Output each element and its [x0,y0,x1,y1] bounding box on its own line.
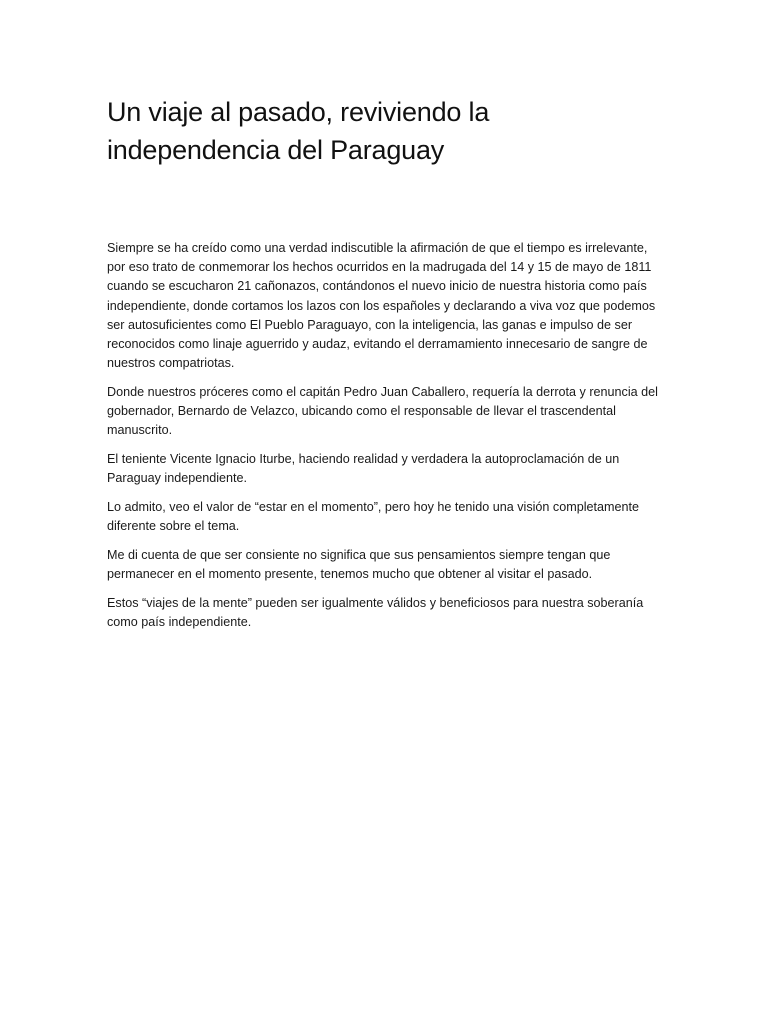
paragraph-3: El teniente Vicente Ignacio Iturbe, haciendo realidad y verdadera la autoproclamación de un Paraguay independiente. [107,452,620,486]
document-body [107,239,663,632]
document-title [107,93,663,169]
paragraph-6: Estos “viajes de la mente” pueden ser igualmente válidos y beneficiosos para nuestra soberanía como país independiente. [107,595,644,629]
paragraph-4: Lo admito, veo el valor de “estar en el momento”, pero hoy he tenido una visión completamente diferente sobre el tema. [107,499,640,534]
title-line-1: Un viaje al pasado, reviviendo la [107,97,490,127]
document-content [107,93,663,642]
paragraph-2: Donde nuestros próceres como el capitán Pedro Juan Caballero, requería la derrota y renuncia del gobernador, Bernardo de Velazco, ubicando como el responsable de llevar el trascendental manuscrito. [107,384,658,438]
paragraph-1: Siempre se ha creído como una verdad indiscutible la afirmación de que el tiempo es irrelevante, por eso trato de conmemorar los hechos ocurridos en la madrugada del 14 y 15 de mayo de 1811 cuando se escucharon 21 cañonazos, contándonos el nuevo inicio de nuestra historia como país independiente, donde cortamos los lazos con los españoles y declarando a viva voz que podemos ser autosuficientes como El Pueblo Paraguayo, con la inteligencia, las ganas e impulso de ser reconocidos como linaje aguerrido y audaz, evitando el derramamiento innecesario de sangre de nuestros compatriotas. [107,241,656,371]
title-line-2: independencia del Paraguay [107,135,445,165]
paragraph-5: Me di cuenta de que ser consiente no significa que sus pensamientos siempre tengan que permanecer en el momento presente, tenemos mucho que obtener al visitar el pasado. [107,547,611,582]
